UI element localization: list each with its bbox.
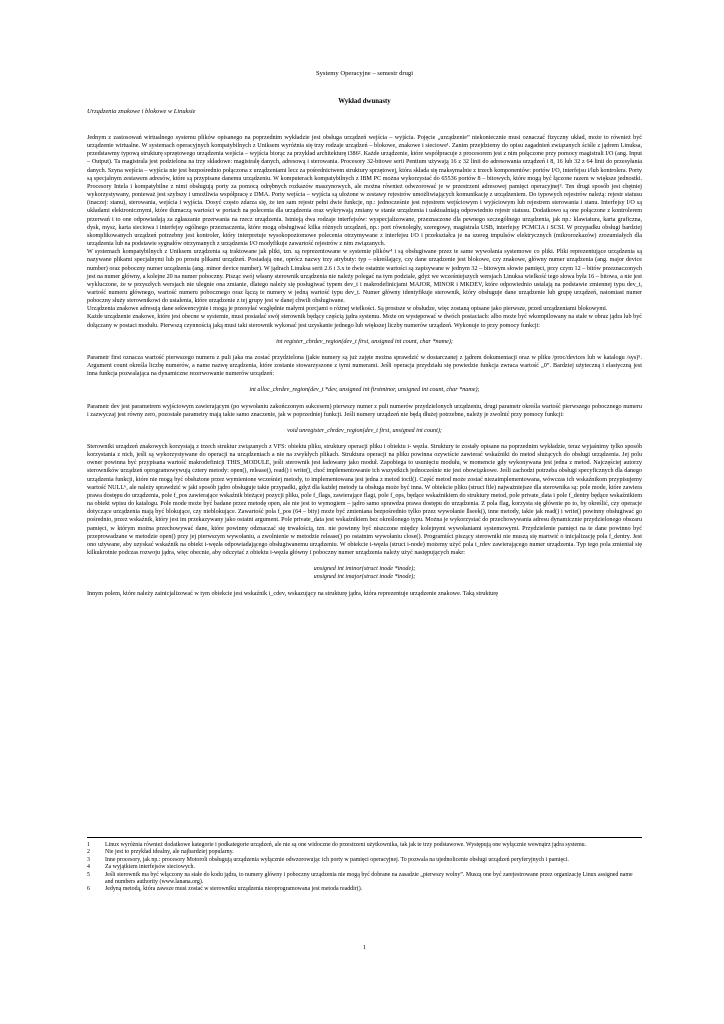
- footnote-number: 6: [87, 886, 90, 893]
- paragraph: Jednym z zastosowań wirtualnego systemu plików opisanego na poprzednim wykładzie jest obsługa urządzeń wejścia – wyjścia. Pojęcie „urządzenie” niekoniecznie musi oznaczać fizyczny układ, może to również być urządzenie wirtualne. W systemach operacyjnych kompatybilnych z Uniksem wyróżnia się trzy rodzaje urządzeń – blokowe, znakowe i sieciowe¹. Zanim przejdziemy do opisu zagadnień związanych ściśle z jądrem Linuksa, przedstawmy typową strukturę sprzętowego urządzenia wejścia – wyjścia biorąc za przykład architekturę i386². Każde urządzenie, które współpracuje z procesorem jest z nim połączone przy pomocy magistrali I/O (ang. Input – Output). Ta magistrala jest podzielona na trzy składowe: magistralę danych, adresową i sterowania. Procesory 32-bitowe serii Pentium używają 16 z 32 linii do adresowania urządzeń i 8, 16 lub 32 z 64 linii do przesyłania danych. Szyna wejścia – wyjścia nie jest bezpośrednio połączona z urządzeniami lecz za pośrednictwem struktury sprzętowej, która składa się maksymalnie z trzech komponentów: portów I/O, interfejsu i/lub kontrolera. Porty są specjalnym zestawem adresów, które są przypisane danemu urządzeniu. W komputerach kompatybilnych z IBM PC można wykorzystać do 65536 portów 8 – bitowych, które mogą być łączone razem w większe jednostki. Procesory Intela i kompatybilne z nimi obsługują porty za pomocą odrębnych rozkazów maszynowych, ale można również odwzorować je w przestrzeni adresowej pamięci operacyjnej³. Ten drugi sposób jest chętniej wykorzystywany, ponieważ jest szybszy i umożliwia współpracę z DMA. Porty wejścia – wyjścia są ułożone w zestawy rejestrów umożliwiających komunikację z urządzeniem. Do typowych rejestrów należą: rejestr statusu (inaczej: stanu), sterowania, wejścia i wyjścia. Dosyć często zdarza się, że ten sam rejestr pełni dwie funkcje, np.: jednocześnie jest rejestrem wejściowym i wyjściowym lub rejestrem sterowania i stanu. Interfejsy I/O są układami elektronicznymi, które tłumaczą wartości w portach na polecenia dla urządzenia oraz wykrywają zmiany w stanie urządzenia i uaktualniają odpowiednio rejestr statusu. Dodatkowo są one połączone z kontrolerem przerwań i to one odpowiadają za zgłaszanie przerwania na rzecz urządzenia. Istnieją dwa rodzaje interfejsów: wyspecjalizowane, przeznaczone dla pewnego szczególnego urządzenia, jak np.: klawiatura, karta graficzna, dysk, mysz, karta sieciowa i interfejsy ogólnego przeznaczenia, które mogą obsługiwać kilka różnych urządzeń, np.: port równoległy, szeregowy, magistrala USB, interfejsy PCMCIA i SCSI. W przypadku obsługi bardziej skomplikowanych urządzeń potrzebny jest kontroler, który interpretuje wysokopoziomowe polecenia otrzymywane z interfejsu I/O i przekształca je na szereg impulsów elektrycznych (mikrorozkazów) zrozumiałych dla urządzenia lub na podstawie sygnałów otrzymanych z urządzenia I/O modyfikuje zawartość rejestrów z nim związanych.: [87, 135, 642, 248]
- footnote-text: Za wyjątkiem interfejsów sieciowych.: [105, 864, 195, 871]
- formula-iminor: unsigned int iminor(struct inode *inode);: [313, 566, 416, 573]
- formula-register: int register_chrdev_region(dev_t first, unsigned int count, char *name);: [276, 338, 453, 345]
- footnote-number: 2: [87, 849, 90, 856]
- page-header: Systemy Operacyjne – semestr drugi: [315, 70, 414, 77]
- footnote-number: 3: [87, 856, 90, 863]
- formula-unregister: void unregister_chrdev_region(dev_t first, unsigned int count);: [287, 427, 442, 434]
- footnote-text: Jedyną metodą, która zawsze musi zostać w sterowniku urządzenia nieoprogramowana jest metoda readdir().: [105, 886, 363, 893]
- footnote-text: Inne procesory, jak np.: procesory Motoroli obsługują urządzenia wyłącznie odwzorowując ich porty w pamięci operacyjnej. To pozwala na ujednolicenie obsługi urządzeń peryferyjnych i pamięci.: [105, 856, 569, 863]
- paragraph: Każde urządzenie znakowe, które jest obecne w systemie, musi posiadać swój sterownik będący częścią jądra systemu. Może on występować w dwóch postaciach: albo może być wkompilowany na stałe w obraz jądra lub być dołączany w postaci modułu. Pierwszą czynnością jaką musi taki sterownik wykonać jest uzyskanie jednego lub większej liczby numerów urządzeń. Wykonuje to przy pomocy funkcji:: [87, 314, 642, 329]
- footnote: [87, 886, 642, 893]
- footnote: [87, 842, 642, 849]
- formula-alloc: int alloc_chrdev_region(dev_t *dev, unsigned int firstminor, unsigned int count, char *name);: [249, 387, 480, 394]
- footnote-number: 5: [87, 871, 90, 878]
- footnote-number: 1: [87, 842, 90, 848]
- paragraph: Sterowniki urządzeń znakowych korzystają z trzech struktur związanych z VFS: obiektu pliku, struktury operacji pliku i obiektu i- węzła. Struktury te zostały opisane na poprzednim wykładzie, teraz wyjaśnimy tylko sposób korzystania z nich, jeśli są wykorzystywane do operacji na urządzeniach a nie na zwykłych plikach. Struktura operacji na pliku powinna ozywiście zawierać wskaźniki do metod służących do obsługi urządzenia. Jej polu owner powinna być przypisana wartość makrodefinicji THIS_MODULE, jeśli sterownik jest ładowany jako moduł. Zapobiega to usunięciu modułu, w momencie gdy wykonywana jest jedna z metod. Najczęściej autorzy sterowników urządzeń oprogramowywują cztery metody: open(), release(), read() i write(), choć implementowanie ich wszystkich jednocześnie nie jest obowiązkowe. Jeśli zachodzi potrzeba obsługi specyficznych dla danego urządzenia funkcji, które nie mogą być obsłużone przez wymienione wcześniej metody, to implementowana jest jedna z metod ioctl(). Część metod może zostać niezaimplementowana, wówczas ich wskaźnikom przypisujemy wartość NULL⁶, ale należy sprawdzić w jaki sposób jądro obsługuje takie przypadki, gdyż dla każdej metody ta obsługa może być inna. W obiekcie pliku (struct file) najważniejsze dla sterownika są: pole mode, które zawiera prawa dostępu do urządzenia, pole f_pos zawierające wskaźnik bieżącej pozycji pliku, pole f_flags, zawierające flagi, pole f_ops, będące wskaźnikiem do struktury metod, pole private_data i pole f_dentry będące wskaźnikiem na obiekt wpisu do katalogu. Pole mode może być badane przez metodę open, ale nie jest to wymogiem – jądro samo sprawdza prawa dostępu do urządzenia. Z pola flag, korzysta się głównie po to, by określić, czy operacje dotyczące urządzenia mają być blokujące, czy nieblokujące. Zawartość pola f_pos (64 – bity) może być zmieniana bezpośrednio tylko przez wywołanie llseek(), inne metody, takie jak read() i write() powinny obsługiwać go pośrednio, przez wskaźnik, który jest im przekazywany jako ostatni argument. Pole private_data jest wskaźnikiem bez określonego typu. Można je wykorzystać do przechowywania adresu dynamicznie przydzielonego obszaru pamięci, w którym można przechowywać dane, które powinny odznaczać się trwałością, tzn. nie powinny być niszczone między kolejnymi wywołaniami systemowymi. Przydzielenie pamięci na te dane powinno być przeprowadzane w metodzie open() przy jej pierwszym wywołaniu, a zwolnienie w metodzie release() po ostatnim wywołaniu close(). Programiści piszący sterowniki nie muszą się martwić o inicjalizację pola f_dentry. Jest ono używane, aby uzyskać wskaźnik na obiekt i-węzła odpowiadającego obsługiwanemu urządzeniu. W obiekcie i-węzła (struct i-node) możemy użyć pola i_rdev zawierającego numer urządzenia. Typ tego pola zmieniał się kilkukrotnie podczas rozwoju jądra, więc obecnie, aby odczytać z obiektu i-węzła główny i poboczny numer urządzenia należy użyć następujących makr:: [87, 444, 642, 557]
- footnote: [87, 849, 642, 856]
- footnotes: [87, 842, 642, 894]
- body-text: [87, 126, 642, 598]
- footnote: [87, 864, 642, 871]
- paragraph: Urządzenia znakowe adresują dane sekwencyjnie i mogą je przesyłać względnie małymi porcjami o różnej wielkości. Są prostsze w obsłudze, więc zostaną opisane jako pierwsze, przed urządzeniami blokowymi.: [87, 306, 608, 313]
- paragraph: Parametr dev jest parametrem wyjściowym zawierającym (po wywołaniu zakończonym sukcesem) pierwszy numer z puli numerów przydzielonych urządzeniu, drugi parametr określa wartość pierwszego pobocznego numeru i zazwyczaj jest równy zero, pozostałe parametry mają takie samo znaczenie, jak w poprzedniej funkcji. Jeśli numery urządzeń nie będą dłużej potrzebne, należy je zwolnić przy pomocy funkcji:: [87, 403, 642, 418]
- footnote-number: 4: [87, 864, 90, 871]
- footnote-divider: [87, 837, 642, 838]
- page-title: Wykład dwunasty: [338, 98, 391, 105]
- formula-macros: [87, 565, 642, 581]
- document-page: [87, 0, 642, 1024]
- footnote-text: Nie jest to przykład idealny, ale najbardziej popularny.: [105, 849, 234, 856]
- paragraph: W systemach kompatybilnych z Uniksem urządzenia są traktowane jak pliki, tzn. są reprezentowane w systemie plików⁴ i są obsługiwane przez te same wywołania systemowe co pliki. Pliki reprezentujące urządzenia są nazywane plikami specjalnymi lub po prostu plikami urządzeń. Posiadają one, oprócz nazwy trzy atrybuty: typ – określający, czy dane urządzenie jest blokowe, czy znakowe, główny numer urządzenia (ang. major device number) oraz poboczny numer urządzenia (ang. minor device number). W jądrach Linuksa serii 2.6 i 3.x te dwie ostatnie wartości są zapisywane w jednym 32 – bitowym słowie pamięci, przy czym 12 – bitów przeznaczonych jest na numer główny, a kolejne 20 na numer poboczny. Pisząc swój własny sterownik urządzenia nie należy polegać na tym podziale, gdyż we wcześniejszych wersjach Linuksa wielkość tego słowa była 16 – bitowa, a nie jest wykluczone, że w przyszłych wersjach nie ulegnie ona zmianie, dlatego należy się posługiwać typem dev_t i makrodefinicjami MAJOR, MINOR i MKDEV, które odpowiednio ustalają na podstawie zmiennej typu dev_t, wartość numeru głównego, wartość numeru pobocznego oraz łączą te numery w jedną wartość typu dev_t. Numer główny identyfikuje sterownik, który obsługuje dane urządzenie lub grupę urządzeń, natomiast numer poboczny służy sterownikowi do ustalenia, które urządzenie z tej grupy jest w danej chwili obsługiwane.: [87, 249, 642, 305]
- footnote-text: Jeśli sterownik ma być włączony na stałe do kodu jądra, to numery główny i poboczny urządzenia nie mogą być dobrane na zasadzie „pierwszy wolny”. Muszą one być zarejestrowane przez organizację Linux assigned name and numbers authority (www.lanana.org).: [105, 871, 633, 886]
- paragraph: Innym polem, które należy zainicjalizować w tym obiekcie jest wskaźnik i_cdev, wskazujący na strukturę jądra, która reprezentuje urządzenie znakowe. Taką strukturę: [87, 590, 498, 597]
- formula-imajor: unsigned int imajor(struct inode *inode);: [313, 574, 416, 581]
- section-subtitle: Urządzenia znakowe i blokowe w Linuksie: [87, 108, 196, 115]
- footnote-text: Linux wyróżnia również dodatkowe kategorie i podkategorie urządzeń, ale nie są one widoczne do przestrzeni użytkownika, tak jak te trzy podstawowe. Występują one wyłącznie wewnątrz jądra systemu.: [105, 842, 587, 848]
- paragraph: Parametr first oznacza wartość pierwszego numeru z puli jaka ma zostać przydzielona (jakie numery są już zajęte można sprawdzić w dostarczanej z jądrem dokumentacji oraz w pliku /proc/devices lub w katalogu /sys)⁵. Argument count określa liczbę numerów, a name nazwę urządzenia, które zostanie stowarzyszone z tymi numerami. Jeśli operacja przydziału się powiedzie funkcja zwraca wartość „0”. Bardziej użyteczną i elastyczną jest inna funkcja pozwalająca na dynamiczne rezerwowanie numerów urządzeń:: [87, 354, 642, 378]
- footnote: [87, 872, 642, 887]
- page-number: 1: [362, 944, 367, 951]
